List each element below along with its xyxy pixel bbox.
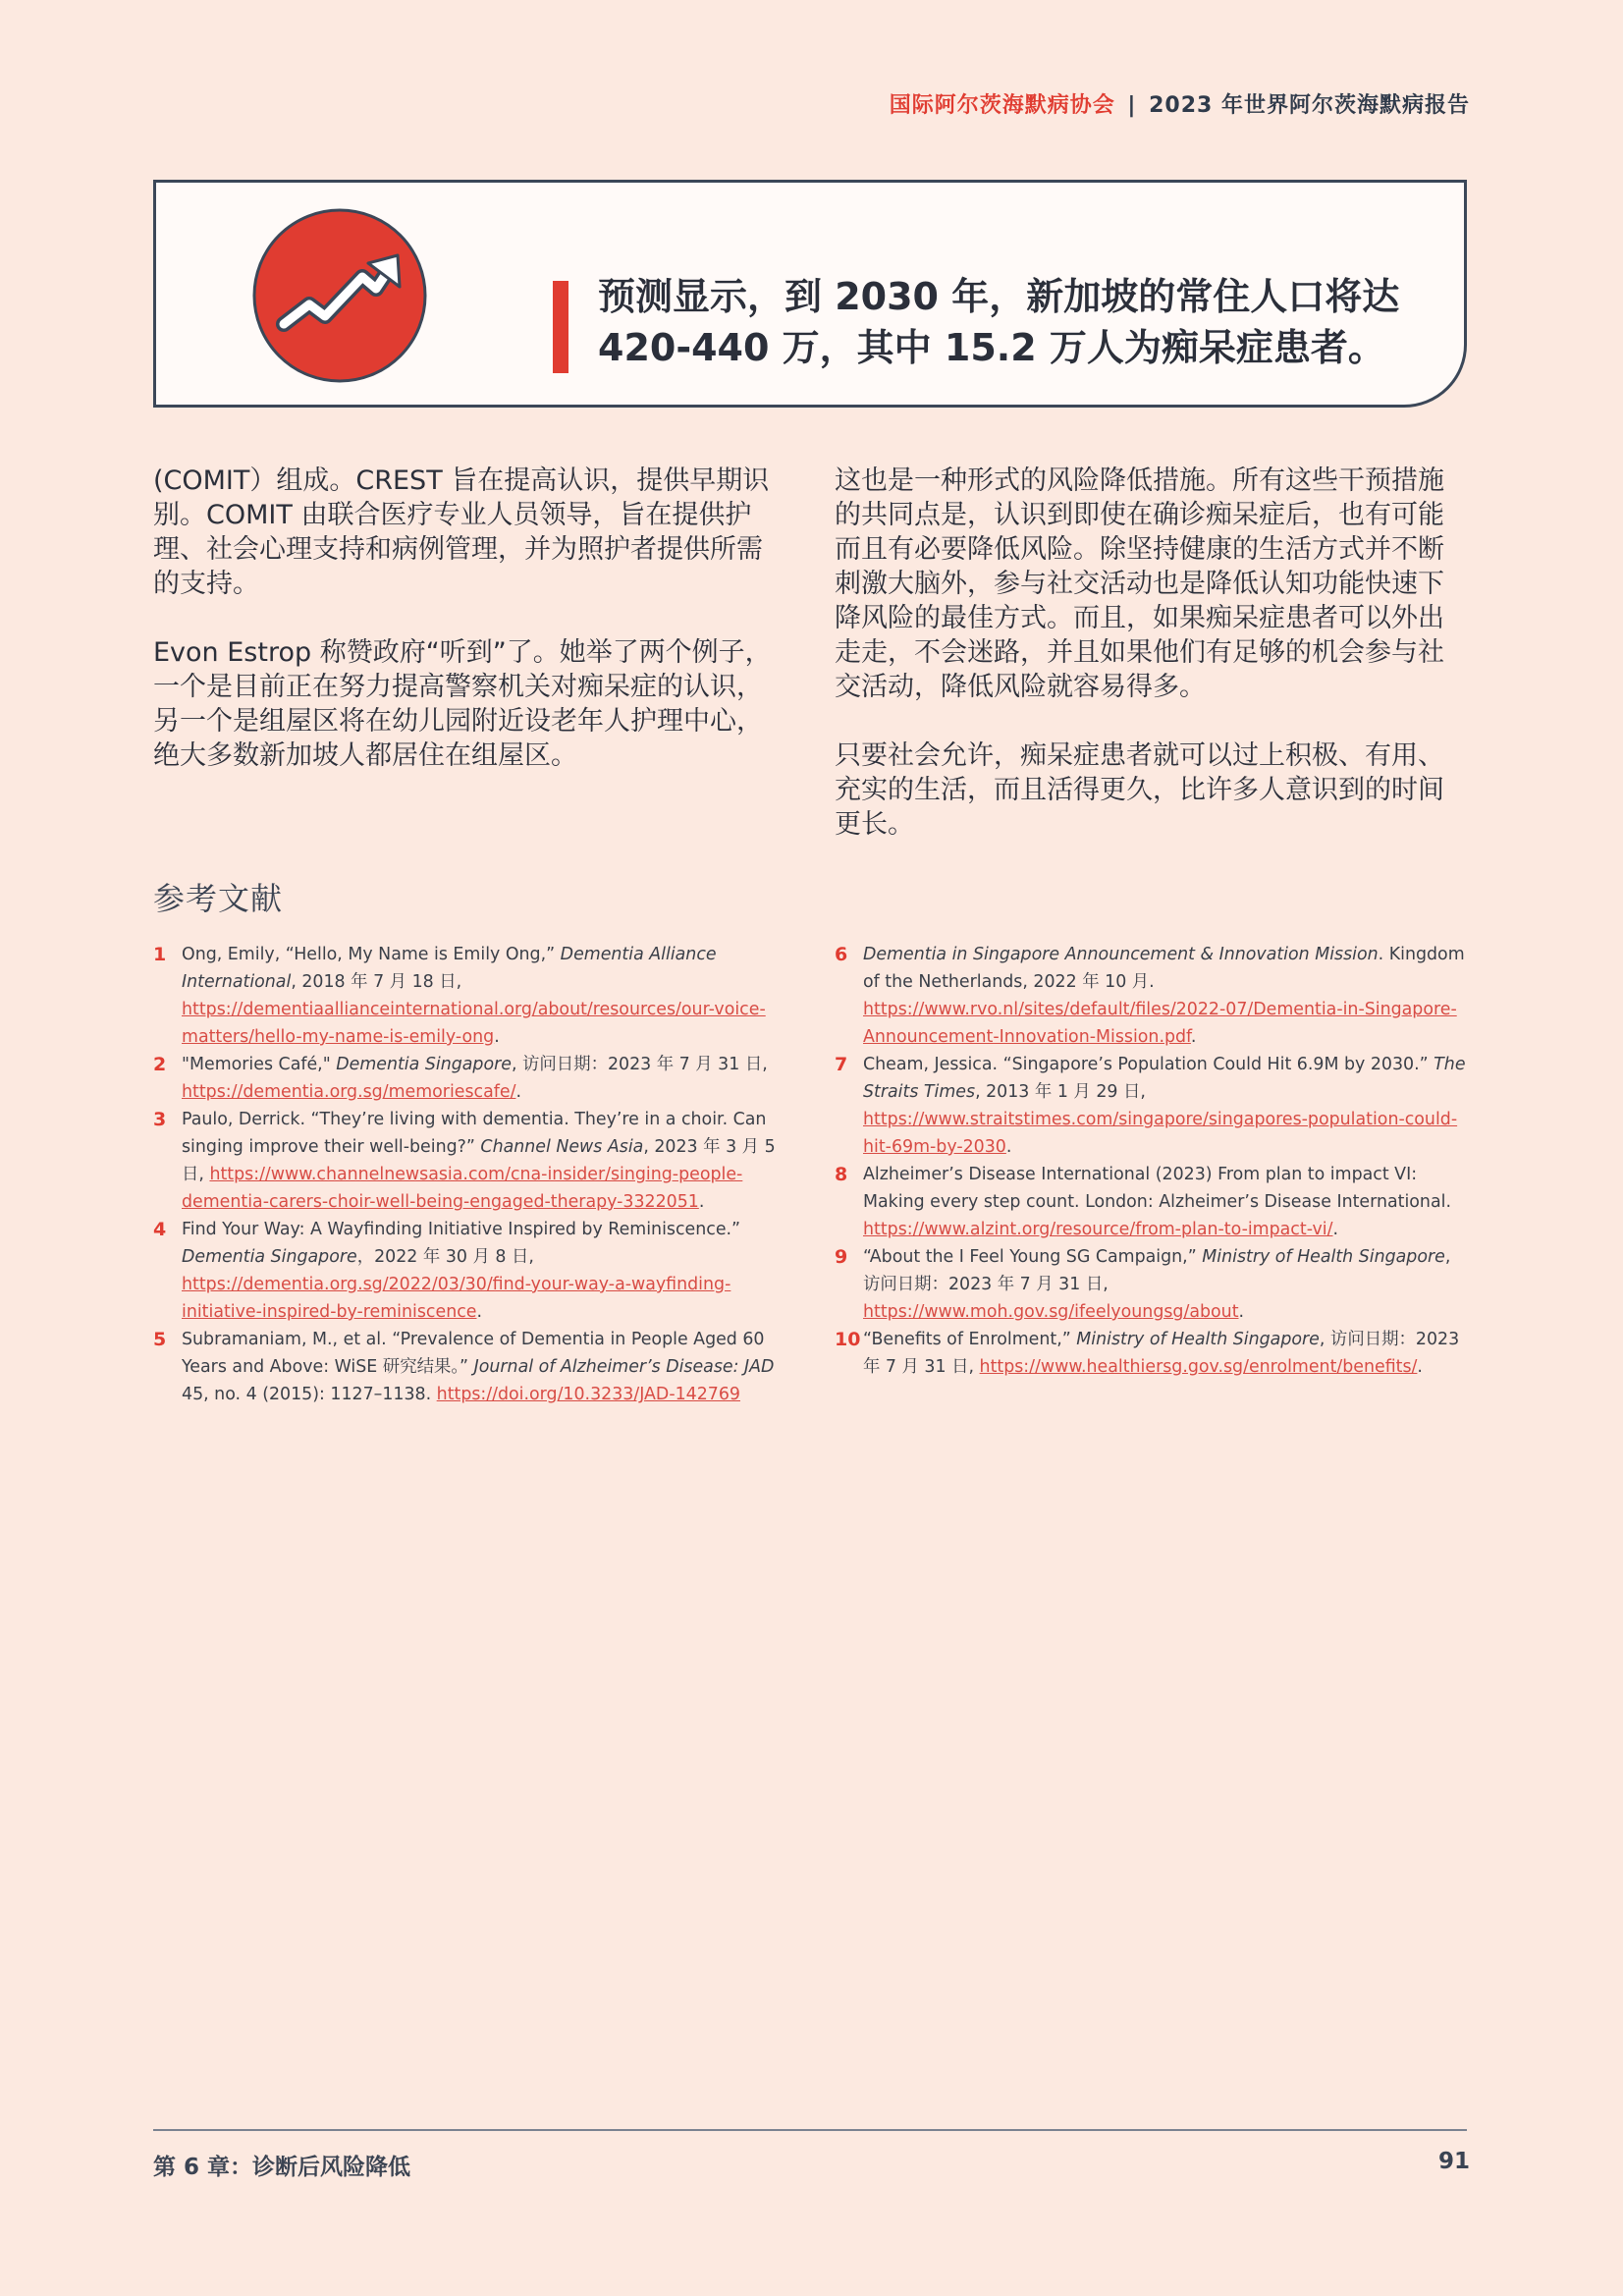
reference-text: , 访问日期：2023 年 7 月 31 日, bbox=[511, 1055, 768, 1074]
reference-text: , 访问日期：2023 年 7 月 31 日, bbox=[863, 1330, 1460, 1377]
reference-item bbox=[153, 1216, 791, 1326]
reference-text: . bbox=[476, 1302, 483, 1322]
reference-item bbox=[835, 1161, 1473, 1243]
reference-link[interactable]: https://dementia.org.sg/2022/03/30/find-your-way-a-wayfinding-initiative-inspired-by-reminiscence bbox=[182, 1275, 731, 1322]
reference-item bbox=[835, 1051, 1473, 1161]
reference-link[interactable]: https://dementia.org.sg/memoriescafe/ bbox=[182, 1082, 516, 1102]
reference-link[interactable]: https://www.moh.gov.sg/ifeelyoungsg/about bbox=[863, 1302, 1239, 1322]
reference-link[interactable]: https://www.alzint.org/resource/from-plan-to-impact-vi/ bbox=[863, 1220, 1333, 1239]
reference-text: . bbox=[515, 1082, 521, 1102]
reference-text: , 2013 年 1 月 29 日, bbox=[975, 1082, 1146, 1102]
page-number: 91 bbox=[1437, 2149, 1470, 2174]
reference-link[interactable]: https://www.rvo.nl/sites/default/files/2022-07/Dementia-in-Singapore-Announcement-Innovation-Mission.pdf bbox=[863, 1000, 1457, 1047]
page-header bbox=[890, 88, 1470, 119]
body-paragraph: 这也是一种形式的风险降低措施。所有这些干预措施的共同点是，认识到即使在确诊痴呆症后，也有可能而且有必要降低风险。除坚持健康的生活方式并不断刺激大脑外，参与社交活动也是降低认知功能快速下降风险的最佳方式。而且，如果痴呆症患者可以外出走走，不会迷路，并且如果他们有足够的机会参与社交活动，降低风险就容易得多。 bbox=[835, 465, 1444, 702]
reference-source: Journal of Alzheimer’s Disease: JAD bbox=[473, 1357, 775, 1377]
footer-chapter: 第 6 章：诊断后风险降低 bbox=[153, 2155, 411, 2180]
header-report-title: 2023 年世界阿尔茨海默病报告 bbox=[1149, 93, 1470, 118]
trend-up-arrow-icon bbox=[252, 208, 427, 383]
reference-text: , 2018 年 7 月 18 日, bbox=[291, 972, 462, 992]
reference-link[interactable]: https://www.healthiersg.gov.sg/enrolment/benefits/ bbox=[979, 1357, 1418, 1377]
callout-text bbox=[598, 271, 1423, 373]
header-separator: | bbox=[1127, 93, 1137, 118]
reference-text: . bbox=[1005, 1137, 1012, 1157]
reference-item bbox=[153, 1051, 791, 1106]
reference-text: , 2023 年 3 月 5 日, bbox=[182, 1137, 776, 1184]
body-paragraph: 只要社会允许，痴呆症患者就可以过上积极、有用、充实的生活，而且活得更久，比许多人意识到的时间更长。 bbox=[835, 740, 1444, 840]
reference-item bbox=[835, 941, 1473, 1051]
reference-item bbox=[153, 1326, 791, 1408]
header-org: 国际阿尔茨海默病协会 bbox=[889, 93, 1115, 118]
reference-source: Dementia in Singapore Announcement & Innovation Mission bbox=[863, 945, 1379, 964]
reference-text: . bbox=[1417, 1357, 1423, 1377]
reference-text: . bbox=[1238, 1302, 1245, 1322]
reference-number: 2 bbox=[153, 1054, 167, 1075]
reference-number: 10 bbox=[835, 1329, 861, 1350]
body-column-right bbox=[835, 464, 1468, 876]
reference-number: 7 bbox=[835, 1054, 848, 1075]
reference-number: 4 bbox=[153, 1219, 167, 1240]
reference-number: 8 bbox=[835, 1164, 848, 1185]
references-list-right bbox=[835, 941, 1473, 1381]
body-paragraph: (COMIT）组成。CREST 旨在提高认识，提供早期识别。COMIT 由联合医疗专业人员领导，旨在提供护理、社会心理支持和病例管理，并为照护者提供所需的支持。 bbox=[153, 465, 770, 599]
reference-text: . bbox=[698, 1192, 705, 1212]
reference-text: ，2022 年 30 月 8 日, bbox=[356, 1247, 534, 1267]
callout-accent-bar bbox=[553, 281, 568, 373]
reference-link[interactable]: https://www.straitstimes.com/singapore/singapores-population-could-hit-69m-by-2030 bbox=[863, 1110, 1458, 1157]
statistic-callout bbox=[153, 180, 1467, 408]
reference-number: 3 bbox=[153, 1109, 167, 1130]
reference-link[interactable]: https://www.channelnewsasia.com/cna-insider/singing-people-dementia-carers-choir-well-being-engaged-therapy-3322051 bbox=[182, 1165, 743, 1212]
reference-source: Ministry of Health Singapore bbox=[1076, 1330, 1320, 1349]
reference-text: Find Your Way: A Wayfinding Initiative Inspired by Reminiscence.” bbox=[182, 1220, 741, 1239]
reference-text: . Kingdom of the Netherlands, 2022 年 10 月. bbox=[863, 945, 1465, 992]
reference-item bbox=[153, 941, 791, 1051]
reference-text: 45, no. 4 (2015): 1127–1138. bbox=[182, 1385, 437, 1404]
reference-text: Ong, Emily, “Hello, My Name is Emily Ong,” bbox=[182, 945, 561, 964]
reference-text: "Memories Café," bbox=[182, 1055, 337, 1074]
callout-line-2: 420-440 万，其中 15.2 万人为痴呆症患者。 bbox=[598, 326, 1385, 369]
footer-divider bbox=[153, 2129, 1467, 2131]
references-list-left bbox=[153, 941, 791, 1408]
reference-text: . bbox=[1190, 1027, 1197, 1047]
reference-number: 1 bbox=[153, 944, 167, 965]
reference-item bbox=[835, 1243, 1473, 1326]
reference-source: Channel News Asia bbox=[480, 1137, 644, 1157]
reference-text: . bbox=[1332, 1220, 1339, 1239]
reference-text: Subramaniam, M., et al. “Prevalence of Dementia in People Aged 60 Years and Above: WiSE 研究结果。” bbox=[182, 1330, 765, 1377]
reference-source: Dementia Alliance International bbox=[182, 945, 717, 992]
reference-number: 6 bbox=[835, 944, 848, 965]
reference-number: 5 bbox=[153, 1329, 167, 1350]
body-column-left bbox=[153, 464, 786, 807]
reference-text: “Benefits of Enrolment,” bbox=[863, 1330, 1077, 1349]
reference-text: “About the I Feel Young SG Campaign,” bbox=[863, 1247, 1203, 1267]
callout-line-1: 预测显示，到 2030 年，新加坡的常住人口将达 bbox=[598, 275, 1400, 318]
reference-source: Dementia Singapore bbox=[182, 1247, 357, 1267]
body-paragraph: Evon Estrop 称赞政府“听到”了。她举了两个例子，一个是目前正在努力提高警察机关对痴呆症的认识，另一个是组屋区将在幼儿园附近设老年人护理中心，绝大多数新加坡人都居住在组屋区。 bbox=[153, 637, 772, 771]
reference-link[interactable]: https://dementiaallianceinternational.org/about/resources/our-voice-matters/hello-my-name-is-emily-ong bbox=[182, 1000, 766, 1047]
reference-link[interactable]: https://doi.org/10.3233/JAD-142769 bbox=[436, 1385, 740, 1404]
reference-item bbox=[153, 1106, 791, 1216]
reference-text: Paulo, Derrick. “They’re living with dementia. They’re in a choir. Can singing improve their well-being?” bbox=[182, 1110, 767, 1157]
reference-text: , 访问日期：2023 年 7 月 31 日, bbox=[863, 1247, 1451, 1294]
reference-source: The Straits Times bbox=[863, 1055, 1466, 1102]
reference-text: Alzheimer’s Disease International (2023) From plan to impact VI: Making every step count. London: Alzheimer’s Disease International. bbox=[863, 1165, 1451, 1212]
reference-text: . bbox=[494, 1027, 500, 1047]
reference-number: 9 bbox=[835, 1246, 848, 1268]
references-heading: 参考文献 bbox=[153, 880, 284, 917]
reference-source: Ministry of Health Singapore bbox=[1202, 1247, 1445, 1267]
reference-source: Dementia Singapore bbox=[336, 1055, 512, 1074]
reference-text: Cheam, Jessica. “Singapore’s Population Could Hit 6.9M by 2030.” bbox=[863, 1055, 1434, 1074]
reference-item bbox=[835, 1326, 1473, 1381]
